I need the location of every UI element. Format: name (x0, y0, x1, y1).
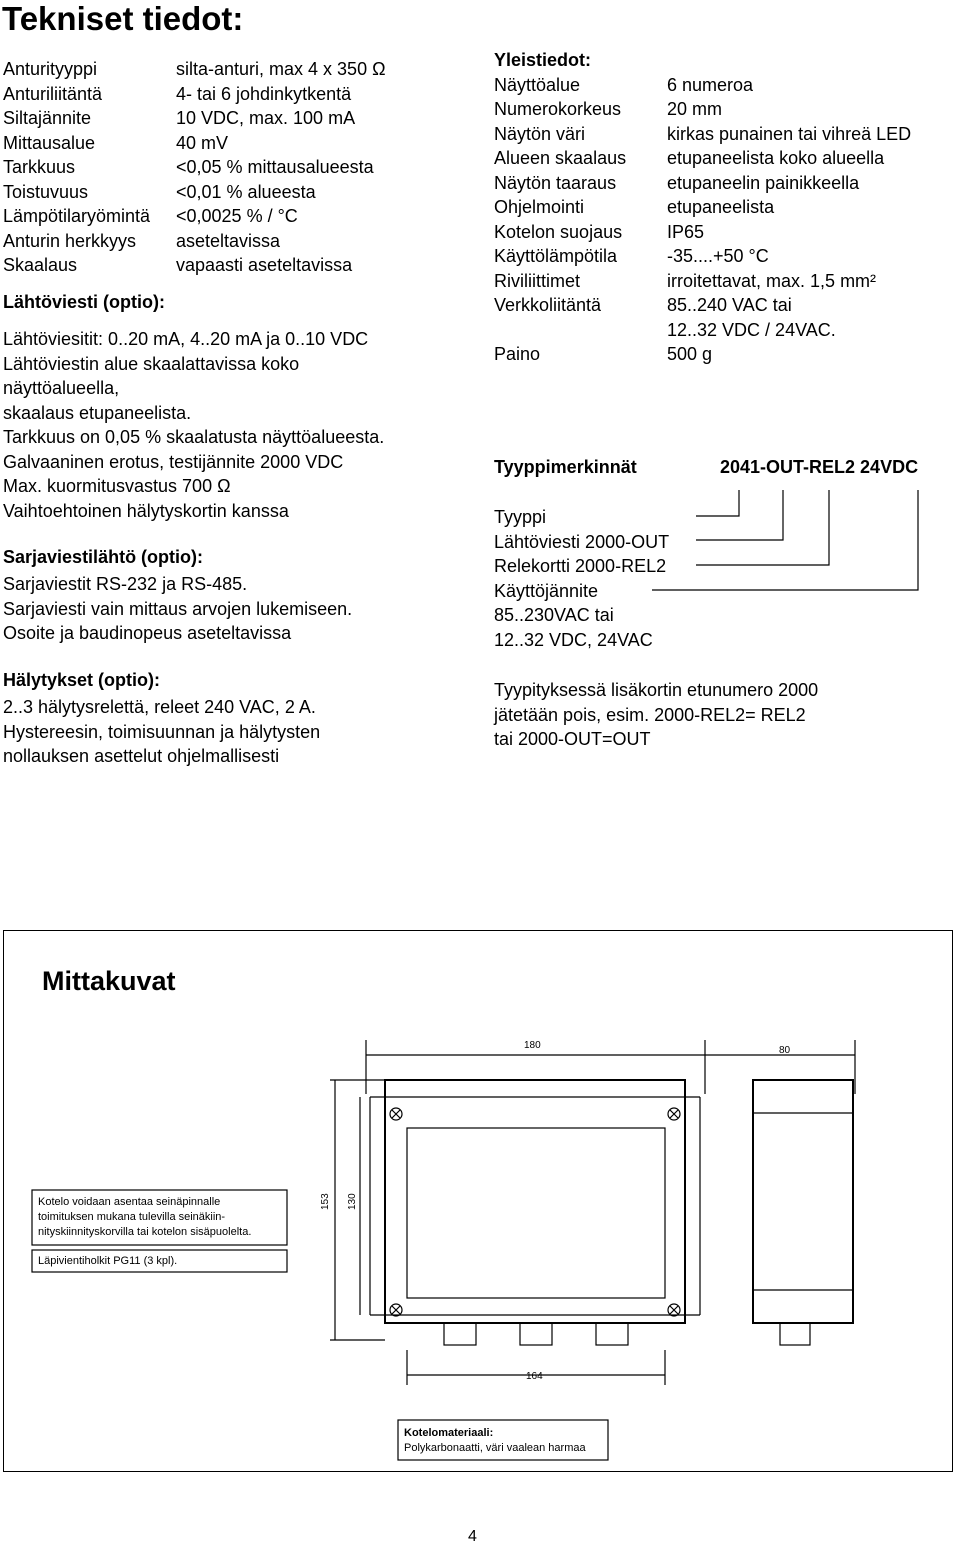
general-value: 12..32 VDC / 24VAC. (667, 319, 836, 340)
general-value: etupaneelin painikkeella (667, 172, 860, 193)
output-heading: Lähtöviesti (optio): (3, 292, 165, 312)
output-line: Tarkkuus on 0,05 % skaalatusta näyttöalueesta. (3, 427, 385, 447)
general-label: Paino (494, 344, 541, 364)
output-line: Max. kuormitusvastus 700 Ω (3, 476, 231, 496)
glands-note: Läpivientiholkit PG11 (3 kpl). (38, 1255, 178, 1267)
output-line: Lähtöviesitit: 0..20 mA, 4..20 mA ja 0..10 VDC (3, 329, 369, 349)
spec-value: vapaasti aseteltavissa (176, 255, 353, 275)
spec-value: <0,01 % alueesta (176, 181, 316, 202)
output-line: Galvaaninen erotus, testijännite 2000 VDC (3, 451, 344, 472)
spec-label: Anturityyppi (3, 59, 98, 79)
material-heading: Kotelomateriaali: (404, 1427, 494, 1439)
general-value: kirkas punainen tai vihreä LED (667, 123, 912, 144)
spec-label: Siltajännite (3, 108, 92, 128)
type-code-item: 12..32 VDC, 24VAC (494, 629, 653, 650)
dim-height-outer: 153 (320, 1193, 331, 1210)
dim-width: 180 (524, 1040, 541, 1051)
general-value: etupaneelista (667, 197, 775, 217)
alarms-line: nollauksen asettelut ohjelmallisesti (3, 746, 280, 766)
general-value: etupaneelista koko alueella (667, 148, 885, 168)
type-code-item: Tyyppi (494, 507, 547, 527)
general-value: irroitettavat, max. 1,5 mm² (667, 270, 877, 291)
spec-label: Anturin herkkyys (3, 230, 137, 251)
dim-depth: 80 (779, 1045, 791, 1056)
output-line: näyttöalueella, (3, 378, 120, 398)
output-line: Lähtöviestin alue skaalattavissa koko (3, 353, 300, 374)
dim-bottom: 164 (526, 1371, 543, 1382)
spec-value: 10 VDC, max. 100 mA (176, 108, 356, 128)
output-line: Vaihtoehtoinen hälytyskortin kanssa (3, 500, 289, 521)
spec-label: Skaalaus (3, 255, 78, 275)
spec-label: Lämpötilaryömintä (3, 206, 151, 226)
spec-label: Tarkkuus (3, 157, 76, 177)
mount-note-line: nityskiinnityskorvilla tai kotelon sisäpuolelta. (38, 1226, 252, 1238)
general-label: Numerokorkeus (494, 99, 622, 119)
alarms-line: Hystereesin, toimisuunnan ja hälytysten (3, 721, 321, 742)
type-code: 2041-OUT-REL2 24VDC (720, 457, 919, 477)
general-label: Näytön taaraus (494, 172, 617, 193)
general-label: Alueen skaalaus (494, 148, 627, 168)
general-value: 500 g (667, 344, 713, 364)
general-label: Näytön väri (494, 123, 586, 144)
type-code-item: Lähtöviesti 2000-OUT (494, 531, 670, 552)
output-line: skaalaus etupaneelista. (3, 402, 192, 423)
type-codes-heading: Tyyppimerkinnät (494, 457, 637, 477)
general-label: Ohjelmointi (494, 197, 585, 217)
general-value: 20 mm (667, 99, 723, 119)
general-value: IP65 (667, 221, 705, 242)
type-note-line: Tyypityksessä lisäkortin etunumero 2000 (494, 680, 819, 700)
type-code-item: Relekortti 2000-REL2 (494, 556, 667, 576)
page-number: 4 (468, 1528, 477, 1545)
general-label: Riviliittimet (494, 270, 581, 291)
page-title: Tekniset tiedot: (2, 0, 244, 37)
spec-value: 40 mV (176, 132, 229, 153)
spec-label: Anturiliitäntä (3, 83, 103, 104)
spec-value: <0,05 % mittausalueesta (176, 157, 374, 177)
spec-value: 4- tai 6 johdinkytkentä (176, 83, 352, 104)
general-label: Käyttölämpötila (494, 246, 618, 266)
general-value: 6 numeroa (667, 74, 754, 95)
general-value: 85..240 VAC tai (667, 295, 792, 315)
alarms-heading: Hälytykset (optio): (3, 670, 161, 690)
dim-height-inner: 130 (347, 1193, 358, 1210)
general-value: -35....+50 °C (667, 246, 769, 266)
general-label: Verkkoliitäntä (494, 295, 602, 315)
spec-value: silta-anturi, max 4 x 350 Ω (176, 59, 386, 79)
serial-heading: Sarjaviestilähtö (optio): (3, 547, 204, 567)
serial-line: Sarjaviestit RS-232 ja RS-485. (3, 574, 248, 594)
type-note-line: jätetään pois, esim. 2000-REL2= REL2 (494, 704, 806, 725)
material-text: Polykarbonaatti, väri vaalean harmaa (404, 1442, 586, 1454)
serial-line: Osoite ja baudinopeus aseteltavissa (3, 623, 292, 643)
mount-note-line: toimituksen mukana tulevilla seinäkiin- (38, 1211, 226, 1223)
general-label: Kotelon suojaus (494, 221, 623, 242)
spec-value: <0,0025 % / °C (176, 206, 298, 226)
spec-label: Mittausalue (3, 132, 96, 153)
spec-value: aseteltavissa (176, 230, 281, 251)
type-code-item: 85..230VAC tai (494, 605, 614, 625)
alarms-line: 2..3 hälytysrelettä, releet 240 VAC, 2 A. (3, 697, 316, 717)
general-heading: Yleistiedot: (494, 50, 592, 70)
type-code-item: Käyttöjännite (494, 580, 599, 601)
drawing-heading: Mittakuvat (42, 966, 176, 996)
serial-line: Sarjaviesti vain mittaus arvojen lukemiseen. (3, 598, 353, 619)
mount-note-line: Kotelo voidaan asentaa seinäpinnalle (38, 1196, 221, 1208)
general-label: Näyttöalue (494, 74, 581, 95)
mount-note (38, 1195, 251, 1240)
type-note-line: tai 2000-OUT=OUT (494, 729, 651, 749)
spec-label: Toistuvuus (3, 181, 89, 202)
